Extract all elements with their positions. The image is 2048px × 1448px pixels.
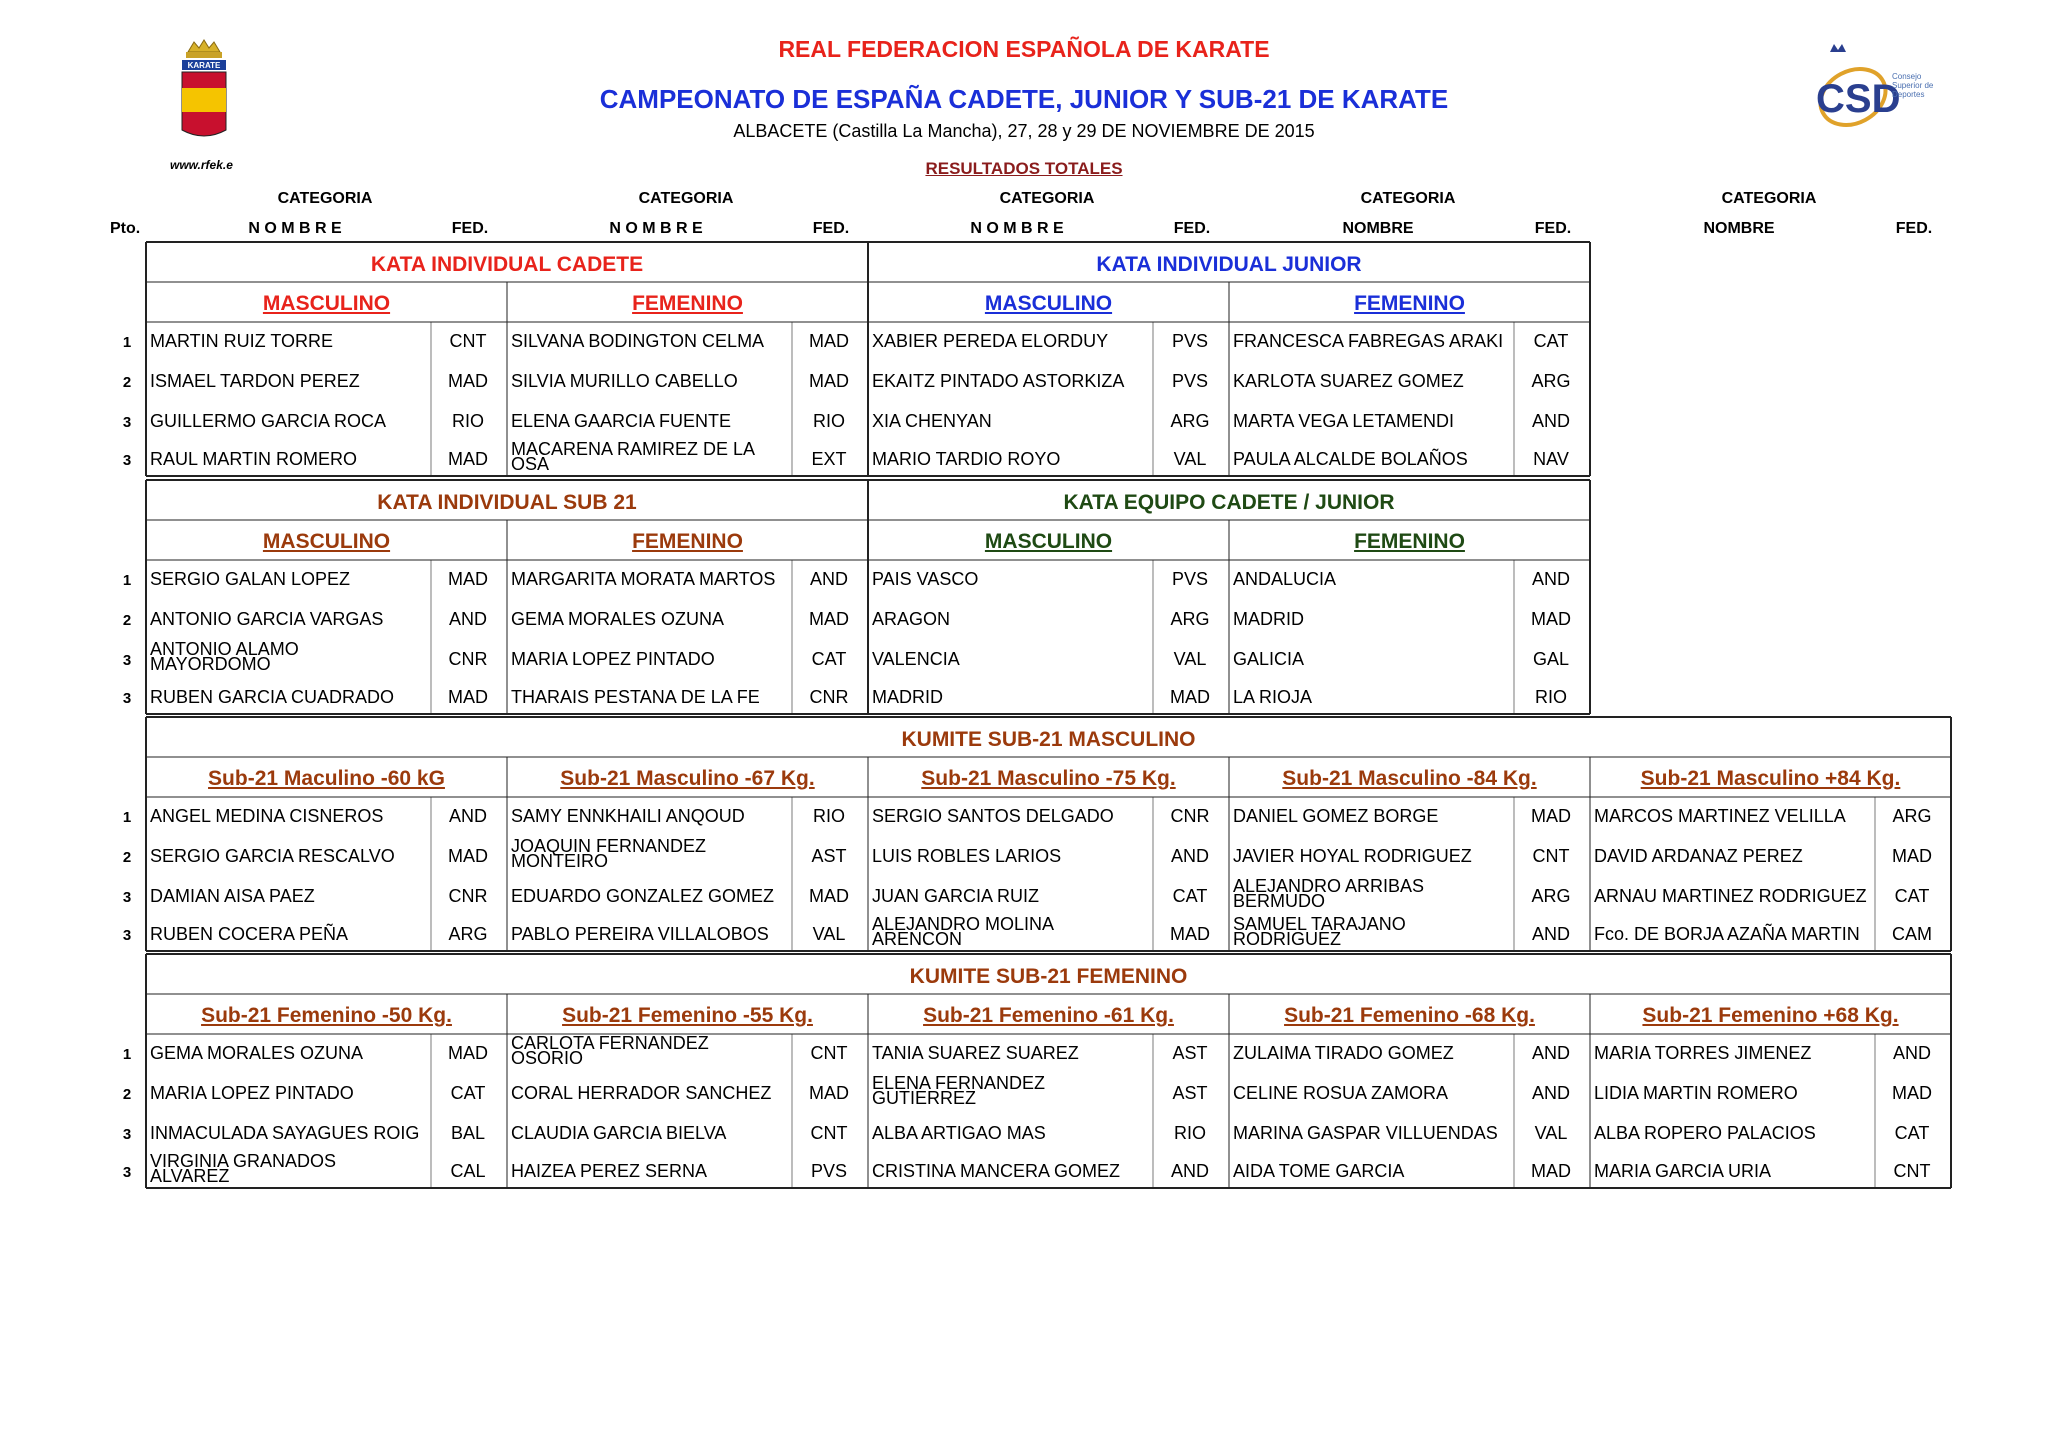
federation-code: CNT [810, 1043, 848, 1063]
federation-code: VAL [812, 924, 846, 944]
competitor-name: GEMA MORALES OZUNA [511, 609, 725, 629]
competitor-name: ISMAEL TARDON PEREZ [150, 371, 360, 391]
pto-header: Pto. [110, 220, 141, 237]
federation-code: MAD [448, 569, 488, 589]
federation-code: AND [1892, 1043, 1931, 1063]
competitor-name: ELENA FERNANDEZ [872, 1073, 1046, 1093]
category-label-2: CATEGORIA [638, 190, 734, 207]
section-title: KATA INDIVIDUAL CADETE [370, 253, 644, 276]
federation-code: CNT [1532, 846, 1570, 866]
federation-code: AND [809, 569, 848, 589]
competitor-name: MARTA VEGA LETAMENDI [1233, 411, 1455, 431]
position-number: 3 [122, 927, 132, 944]
category-label-5: CATEGORIA [1721, 190, 1817, 207]
federation-code: MAD [1531, 1161, 1571, 1181]
competitor-name: JAVIER HOYAL RODRIGUEZ [1233, 846, 1472, 866]
federation-code: AST [1172, 1043, 1208, 1063]
competitor-name: ZULAIMA TIRADO GOMEZ [1233, 1043, 1454, 1063]
competitor-name: MACARENA RAMIREZ DE LA [511, 439, 756, 459]
csd-sub-line-2: Superior de [1892, 81, 1934, 90]
section-title: KATA EQUIPO CADETE / JUNIOR [1063, 491, 1395, 514]
section-title: KATA INDIVIDUAL SUB 21 [377, 491, 637, 514]
competitor-name: FRANCESCA FABREGAS ARAKI [1233, 331, 1504, 351]
weight-category-label: Sub-21 Femenino -61 Kg. [923, 1004, 1174, 1027]
federation-code: PVS [1171, 371, 1209, 391]
fed-header-5: FED. [1895, 220, 1933, 237]
competitor-name: ANTONIO GARCIA VARGAS [150, 609, 384, 629]
competitor-name: THARAIS PESTANA DE LA FE [511, 687, 760, 707]
gender-label-masculino: MASCULINO [262, 530, 391, 553]
federation-code: ARG [1170, 411, 1210, 431]
federation-code: MAD [809, 331, 849, 351]
competitor-name: MARGARITA MORATA MARTOS [511, 569, 776, 589]
federation-code: CNR [809, 687, 849, 707]
fed-header-1: FED. [451, 220, 489, 237]
competitor-name: CRISTINA MANCERA GOMEZ [872, 1161, 1121, 1181]
gender-label-femenino: FEMENINO [632, 530, 743, 553]
federation-code: CNR [448, 649, 488, 669]
federation-code: PVS [810, 1161, 848, 1181]
competitor-name: CELINE ROSUA ZAMORA [1233, 1083, 1449, 1103]
federation-code: MAD [1170, 924, 1210, 944]
competitor-name: XABIER PEREDA ELORDUY [872, 331, 1109, 351]
weight-category-label: Sub-21 Masculino +84 Kg. [1640, 767, 1901, 790]
competitor-name: ARAGON [872, 609, 951, 629]
federation-code: MAD [1892, 1083, 1932, 1103]
federation-code: MAD [809, 1083, 849, 1103]
gender-label-femenino: FEMENINO [1354, 530, 1465, 553]
federation-code: AND [1531, 924, 1570, 944]
name-header-5: NOMBRE [1703, 220, 1775, 237]
competitor-name: MONTEIRO [511, 851, 608, 871]
position-number: 3 [122, 690, 132, 707]
federation-code: CAT [1894, 886, 1930, 906]
gender-label-masculino: MASCULINO [262, 292, 391, 315]
competitor-name: MARINA GASPAR VILLUENDAS [1233, 1123, 1498, 1143]
weight-category-label: Sub-21 Femenino -50 Kg. [201, 1004, 452, 1027]
competitor-name: RODRIGUEZ [1233, 929, 1341, 949]
category-label-3: CATEGORIA [999, 190, 1095, 207]
competitor-name: MARIA LOPEZ PINTADO [150, 1083, 354, 1103]
federation-code: AND [1531, 1083, 1570, 1103]
federation-code: RIO [812, 806, 845, 826]
competitor-name: RUBEN COCERA PEÑA [150, 924, 349, 944]
competitor-name: MADRID [872, 687, 943, 707]
competitor-name: PABLO PEREIRA VILLALOBOS [511, 924, 769, 944]
position-number: 2 [122, 1086, 132, 1103]
federation-code: ARG [1531, 886, 1571, 906]
svg-text:KARATE: KARATE [187, 61, 221, 70]
competitor-name: CARLOTA FERNANDEZ [511, 1033, 709, 1053]
weight-category-label: Sub-21 Femenino -68 Kg. [1284, 1004, 1535, 1027]
competitor-name: HAIZEA PEREZ SERNA [511, 1161, 708, 1181]
weight-category-label: Sub-21 Masculino -84 Kg. [1282, 767, 1537, 790]
competitor-name: MARIA LOPEZ PINTADO [511, 649, 715, 669]
federation-code: CAT [1894, 1123, 1930, 1143]
position-number: 2 [122, 612, 132, 629]
gender-label-femenino: FEMENINO [632, 292, 743, 315]
competitor-name: ALVAREZ [150, 1166, 230, 1186]
federation-code: VAL [1173, 649, 1207, 669]
federation-code: RIO [812, 411, 845, 431]
competitor-name: EDUARDO GONZALEZ GOMEZ [511, 886, 775, 906]
federation-code: CNR [1170, 806, 1210, 826]
federation-code: VAL [1534, 1123, 1568, 1143]
competitor-name: MARIA TORRES JIMENEZ [1594, 1043, 1812, 1063]
competitor-name: CORAL HERRADOR SANCHEZ [511, 1083, 772, 1103]
competitor-name: GEMA MORALES OZUNA [150, 1043, 364, 1063]
competitor-name: JUAN GARCIA RUIZ [872, 886, 1040, 906]
competitor-name: LIDIA MARTIN ROMERO [1594, 1083, 1798, 1103]
federation-code: CNT [1893, 1161, 1931, 1181]
competitor-name: MARIO TARDIO ROYO [872, 449, 1061, 469]
gender-label-femenino: FEMENINO [1354, 292, 1465, 315]
competitor-name: DAMIAN AISA PAEZ [150, 886, 315, 906]
position-number: 1 [122, 334, 132, 351]
competitor-name: SERGIO GALAN LOPEZ [150, 569, 351, 589]
competitor-name: XIA CHENYAN [872, 411, 992, 431]
federation-code: ARG [1531, 371, 1571, 391]
competitor-name: KARLOTA SUAREZ GOMEZ [1233, 371, 1464, 391]
federation-code: CAT [450, 1083, 486, 1103]
position-number: 2 [122, 849, 132, 866]
federation-code: MAD [448, 1043, 488, 1063]
federation-code: PVS [1171, 569, 1209, 589]
federation-code: MAD [448, 371, 488, 391]
position-number: 3 [122, 414, 132, 431]
federation-code: MAD [1892, 846, 1932, 866]
competitor-name: PAIS VASCO [872, 569, 979, 589]
competitor-name: ALBA ARTIGAO MAS [872, 1123, 1046, 1143]
event-place-date: ALBACETE (Castilla La Mancha), 27, 28 y 29 DE NOVIEMBRE DE 2015 [733, 121, 1315, 141]
name-header-4: NOMBRE [1342, 220, 1414, 237]
position-number: 1 [122, 572, 132, 589]
competitor-name: Fco. DE BORJA AZAÑA MARTIN [1594, 924, 1860, 944]
federation-code: AND [1170, 1161, 1209, 1181]
federation-code: BAL [450, 1123, 486, 1143]
competitor-name: ARENCON [872, 929, 963, 949]
gender-label-masculino: MASCULINO [984, 530, 1113, 553]
category-label-1: CATEGORIA [277, 190, 373, 207]
competitor-name: SILVIA MURILLO CABELLO [511, 371, 738, 391]
federation-code: MAD [448, 687, 488, 707]
competitor-name: EKAITZ PINTADO ASTORKIZA [872, 371, 1125, 391]
competitor-name: TANIA SUAREZ SUAREZ [872, 1043, 1079, 1063]
competitor-name: JOAQUIN FERNANDEZ [511, 836, 707, 856]
competitor-name: MARIA GARCIA URIA [1594, 1161, 1772, 1181]
federation-code: CNT [449, 331, 487, 351]
federation-code: AST [1172, 1083, 1208, 1103]
results-heading: RESULTADOS TOTALES [925, 159, 1123, 178]
competitor-name: BERMUDO [1233, 891, 1326, 911]
competitor-name: MARCOS MARTINEZ VELILLA [1594, 806, 1846, 826]
csd-sub-line-3: Deportes [1892, 90, 1925, 99]
federation-code: AND [1531, 411, 1570, 431]
federation-code: CAL [450, 1161, 486, 1181]
name-header-1: N O M B R E [248, 220, 342, 237]
competitor-name: ANDALUCIA [1233, 569, 1337, 589]
competitor-name: SAMUEL TARAJANO [1233, 914, 1406, 934]
competitor-name: AIDA TOME GARCIA [1233, 1161, 1405, 1181]
federation-code: RIO [1173, 1123, 1206, 1143]
competitor-name: VALENCIA [872, 649, 960, 669]
federation-code: CNT [810, 1123, 848, 1143]
federation-code: CAT [1533, 331, 1569, 351]
federation-code: RIO [1534, 687, 1567, 707]
position-number: 3 [122, 1164, 132, 1181]
competitor-name: ARNAU MARTINEZ RODRIGUEZ [1594, 886, 1867, 906]
federation-code: AND [1531, 1043, 1570, 1063]
competitor-name: MAYORDOMO [150, 654, 271, 674]
competitor-name: ANTONIO ALAMO [150, 639, 299, 659]
federation-code: AND [1170, 846, 1209, 866]
position-number: 3 [122, 889, 132, 906]
federation-code: RIO [451, 411, 484, 431]
position-number: 3 [122, 652, 132, 669]
federation-code: AND [448, 609, 487, 629]
competitor-name: SERGIO GARCIA RESCALVO [150, 846, 395, 866]
weight-category-label: Sub-21 Femenino -55 Kg. [562, 1004, 813, 1027]
federation-code: EXT [811, 449, 847, 469]
federation-code: CAM [1892, 924, 1932, 944]
section-title: KUMITE SUB-21 MASCULINO [901, 728, 1196, 751]
name-header-2: N O M B R E [609, 220, 703, 237]
competitor-name: SILVANA BODINGTON CELMA [511, 331, 765, 351]
category-label-4: CATEGORIA [1360, 190, 1456, 207]
position-number: 3 [122, 452, 132, 469]
section-title: KUMITE SUB-21 FEMENINO [909, 965, 1188, 988]
section-title: KATA INDIVIDUAL JUNIOR [1096, 253, 1362, 276]
competitor-name: ALEJANDRO MOLINA [872, 914, 1055, 934]
federation-code: PVS [1171, 331, 1209, 351]
competitor-name: ANGEL MEDINA CISNEROS [150, 806, 384, 826]
federation-code: ARG [1170, 609, 1210, 629]
competitor-name: OSORIO [511, 1048, 584, 1068]
competitor-name: OSA [511, 454, 550, 474]
competitor-name: GUILLERMO GARCIA ROCA [150, 411, 387, 431]
federation-code: AND [1531, 569, 1570, 589]
position-number: 3 [122, 1126, 132, 1143]
federation-code: CNR [448, 886, 488, 906]
name-header-3: N O M B R E [970, 220, 1064, 237]
gender-label-masculino: MASCULINO [984, 292, 1113, 315]
federation-code: MAD [448, 846, 488, 866]
federation-code: AND [448, 806, 487, 826]
competitor-name: DANIEL GOMEZ BORGE [1233, 806, 1439, 826]
csd-sub-line-1: Consejo [1892, 72, 1922, 81]
competitor-name: RUBEN GARCIA CUADRADO [150, 687, 395, 707]
competitor-name: GALICIA [1233, 649, 1305, 669]
federation-code: MAD [809, 609, 849, 629]
federation-code: AST [811, 846, 847, 866]
competitor-name: SERGIO SANTOS DELGADO [872, 806, 1114, 826]
federation-code: MAD [809, 886, 849, 906]
federation-code: ARG [448, 924, 488, 944]
competitor-name: LA RIOJA [1233, 687, 1313, 707]
federation-code: NAV [1533, 449, 1569, 469]
competitor-name: CLAUDIA GARCIA BIELVA [511, 1123, 727, 1143]
competitor-name: LUIS ROBLES LARIOS [872, 846, 1062, 866]
position-number: 2 [122, 374, 132, 391]
competitor-name: MARTIN RUIZ TORRE [150, 331, 334, 351]
weight-category-label: Sub-21 Masculino -67 Kg. [560, 767, 815, 790]
competitor-name: ELENA GAARCIA FUENTE [511, 411, 732, 431]
competitor-name: PAULA ALCALDE BOLAÑOS [1233, 449, 1468, 469]
federation-code: ARG [1892, 806, 1932, 826]
fed-header-3: FED. [1173, 220, 1211, 237]
competitor-name: VIRGINIA GRANADOS [150, 1151, 337, 1171]
weight-category-label: Sub-21 Masculino -75 Kg. [921, 767, 1176, 790]
competitor-name: DAVID ARDANAZ PEREZ [1594, 846, 1803, 866]
federation-code: GAL [1532, 649, 1570, 669]
website-link[interactable]: www.rfek.e [170, 158, 233, 172]
fed-header-2: FED. [812, 220, 850, 237]
federation-code: MAD [448, 449, 488, 469]
weight-category-label: Sub-21 Maculino -60 kG [208, 767, 445, 790]
competitor-name: SAMY ENNKHAILI ANQOUD [511, 806, 745, 826]
organization-title: REAL FEDERACION ESPAÑOLA DE KARATE [778, 36, 1270, 62]
competitor-name: ALEJANDRO ARRIBAS [1233, 876, 1425, 896]
svg-text:CSD: CSD [1816, 77, 1901, 121]
federation-code: MAD [1531, 806, 1571, 826]
competitor-name: RAUL MARTIN ROMERO [150, 449, 358, 469]
federation-code: CAT [811, 649, 847, 669]
federation-code: VAL [1173, 449, 1207, 469]
federation-code: MAD [809, 371, 849, 391]
federation-code: CAT [1172, 886, 1208, 906]
federation-code: MAD [1170, 687, 1210, 707]
competitor-name: ALBA ROPERO PALACIOS [1594, 1123, 1816, 1143]
competitor-name: GUTIERREZ [872, 1088, 977, 1108]
position-number: 1 [122, 809, 132, 826]
championship-title: CAMPEONATO DE ESPAÑA CADETE, JUNIOR Y SUB-21 DE KARATE [599, 84, 1449, 114]
federation-code: MAD [1531, 609, 1571, 629]
position-number: 1 [122, 1046, 132, 1063]
fed-header-4: FED. [1534, 220, 1572, 237]
competitor-name: MADRID [1233, 609, 1304, 629]
competitor-name: INMACULADA SAYAGUES ROIG [150, 1123, 420, 1143]
weight-category-label: Sub-21 Femenino +68 Kg. [1642, 1004, 1899, 1027]
